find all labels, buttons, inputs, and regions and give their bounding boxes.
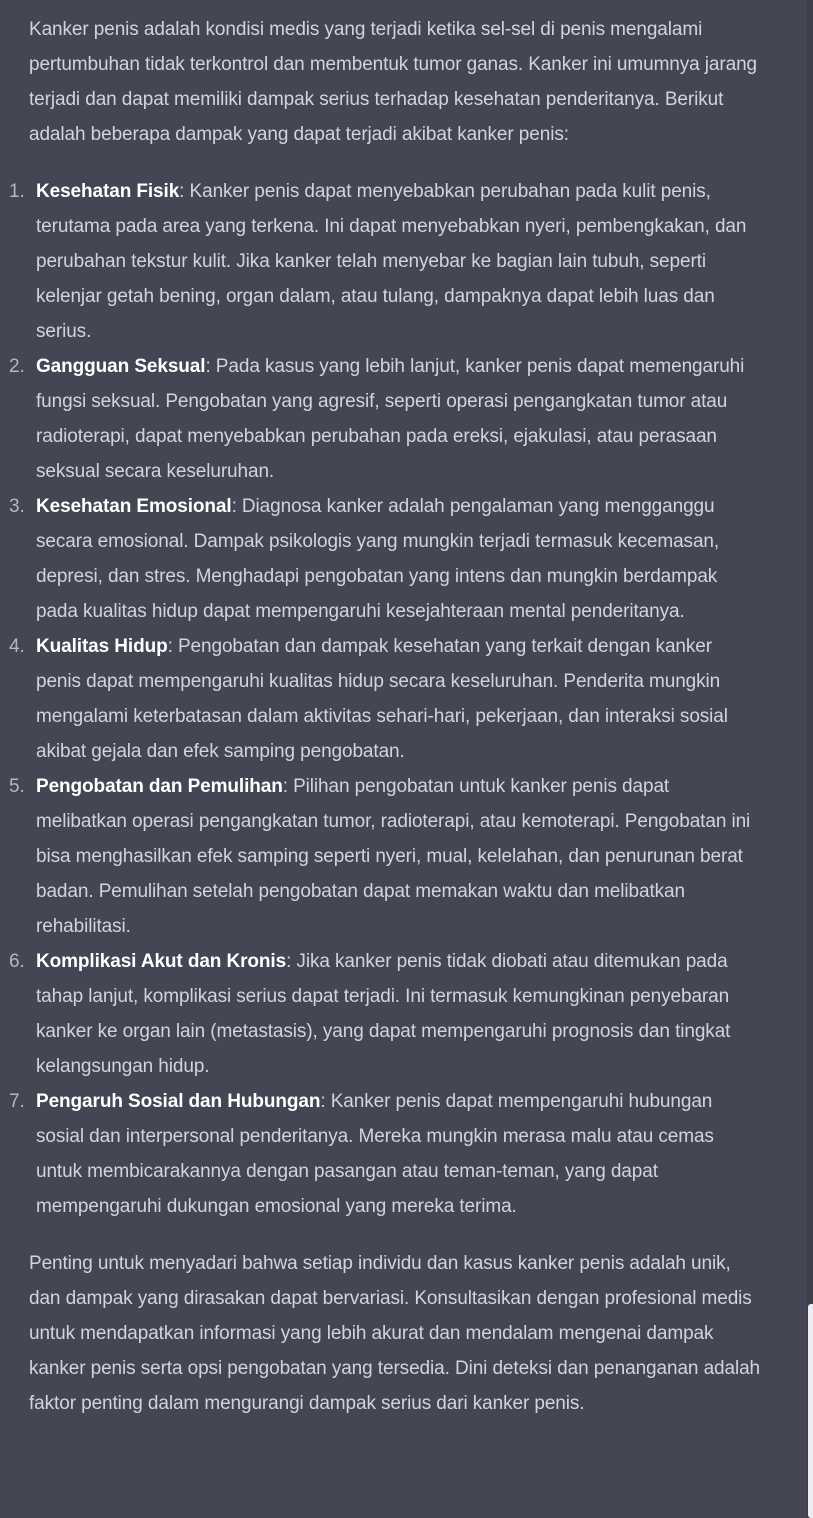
list-item-text: : Pada kasus yang lebih lanjut, kanker penis dapat memengaruhi fungsi seksual. Pengobatan yang agresif, seperti operasi pengangkatan tumor atau radioterapi, dapat menyebabkan perubahan pada ereksi, ejakulasi, atau perasaan seksual secara keseluruhan. (36, 356, 745, 482)
list-item-title: Kualitas Hidup (36, 636, 168, 657)
list-item-title: Gangguan Seksual (36, 356, 206, 377)
outro-paragraph: Penting untuk menyadari bahwa setiap individu dan kasus kanker penis adalah unik, dan dampak yang dirasakan dapat bervariasi. Konsultasikan dengan profesional medis untuk mendapatkan informasi yang lebih akurat dan mendalam mengenai dampak kanker penis serta opsi pengobatan yang tersedia. Dini deteksi dan penanganan adalah faktor penting dalam mengurangi dampak serius dari kanker penis. (29, 1253, 761, 1414)
scrollbar-thumb[interactable] (808, 1304, 813, 1518)
list-item (9, 944, 761, 1084)
list-item (9, 174, 761, 349)
assistant-message (9, 12, 761, 1421)
list-item (9, 769, 761, 944)
list-item-text: : Diagnosa kanker adalah pengalaman yang mengganggu secara emosional. Dampak psikologis yang mungkin terjadi termasuk kecemasan, depresi, dan stres. Menghadapi pengobatan yang intens dan mungkin berdampak pada kualitas hidup dapat mempengaruhi kesejahteraan mental penderitanya. (36, 496, 720, 622)
list-item-title: Pengobatan dan Pemulihan (36, 776, 283, 797)
list-number: 3. (9, 496, 25, 517)
list-item (9, 489, 761, 629)
list-item (9, 349, 761, 489)
list-item-text: : Kanker penis dapat menyebabkan perubahan pada kulit penis, terutama pada area yang terkena. Ini dapat menyebabkan nyeri, pembengkakan, dan perubahan tekstur kulit. Jika kanker telah menyebar ke bagian lain tubuh, seperti kelenjar getah bening, organ dalam, atau tulang, dampaknya dapat lebih luas dan serius. (36, 181, 747, 342)
list-item-text: : Jika kanker penis tidak diobati atau ditemukan pada tahap lanjut, komplikasi serius dapat terjadi. Ini termasuk kemungkinan penyebaran kanker ke organ lain (metastasis), yang dapat mempengaruhi prognosis dan tingkat kelangsungan hidup. (36, 951, 731, 1077)
list-item-text: : Pengobatan dan dampak kesehatan yang terkait dengan kanker penis dapat mempengaruhi kualitas hidup secara keseluruhan. Penderita mungkin mengalami keterbatasan dalam aktivitas sehari-hari, pekerjaan, dan interaksi sosial akibat gejala dan efek samping pengobatan. (36, 636, 728, 762)
list-item (9, 1084, 761, 1224)
list-item-title: Kesehatan Emosional (36, 496, 232, 517)
list-number: 5. (9, 776, 25, 797)
list-number: 7. (9, 1091, 25, 1112)
intro-paragraph: Kanker penis adalah kondisi medis yang terjadi ketika sel-sel di penis mengalami pertumbuhan tidak terkontrol dan membentuk tumor ganas. Kanker ini umumnya jarang terjadi dan dapat memiliki dampak serius terhadap kesehatan penderitanya. Berikut adalah beberapa dampak yang dapat terjadi akibat kanker penis: (29, 19, 758, 145)
impact-list (9, 174, 761, 1224)
list-item-text: : Pilihan pengobatan untuk kanker penis dapat melibatkan operasi pengangkatan tumor, radioterapi, atau kemoterapi. Pengobatan ini bisa menghasilkan efek samping seperti nyeri, mual, kelelahan, dan penurunan berat badan. Pemulihan setelah pengobatan dapat memakan waktu dan melibatkan rehabilitasi. (36, 776, 751, 937)
list-item-text: : Kanker penis dapat mempengaruhi hubungan sosial dan interpersonal penderitanya. Mereka mungkin merasa malu atau cemas untuk membicarakannya dengan pasangan atau teman-teman, yang dapat mempengaruhi dukungan emosional yang mereka terima. (36, 1091, 714, 1217)
list-number: 2. (9, 356, 25, 377)
list-item-title: Pengaruh Sosial dan Hubungan (36, 1091, 321, 1112)
list-number: 4. (9, 636, 25, 657)
list-number: 6. (9, 951, 25, 972)
list-number: 1. (9, 181, 25, 202)
list-item-title: Komplikasi Akut dan Kronis (36, 951, 287, 972)
list-item (9, 629, 761, 769)
list-item-title: Kesehatan Fisik (36, 181, 180, 202)
scrollbar-track[interactable] (807, 0, 813, 1518)
